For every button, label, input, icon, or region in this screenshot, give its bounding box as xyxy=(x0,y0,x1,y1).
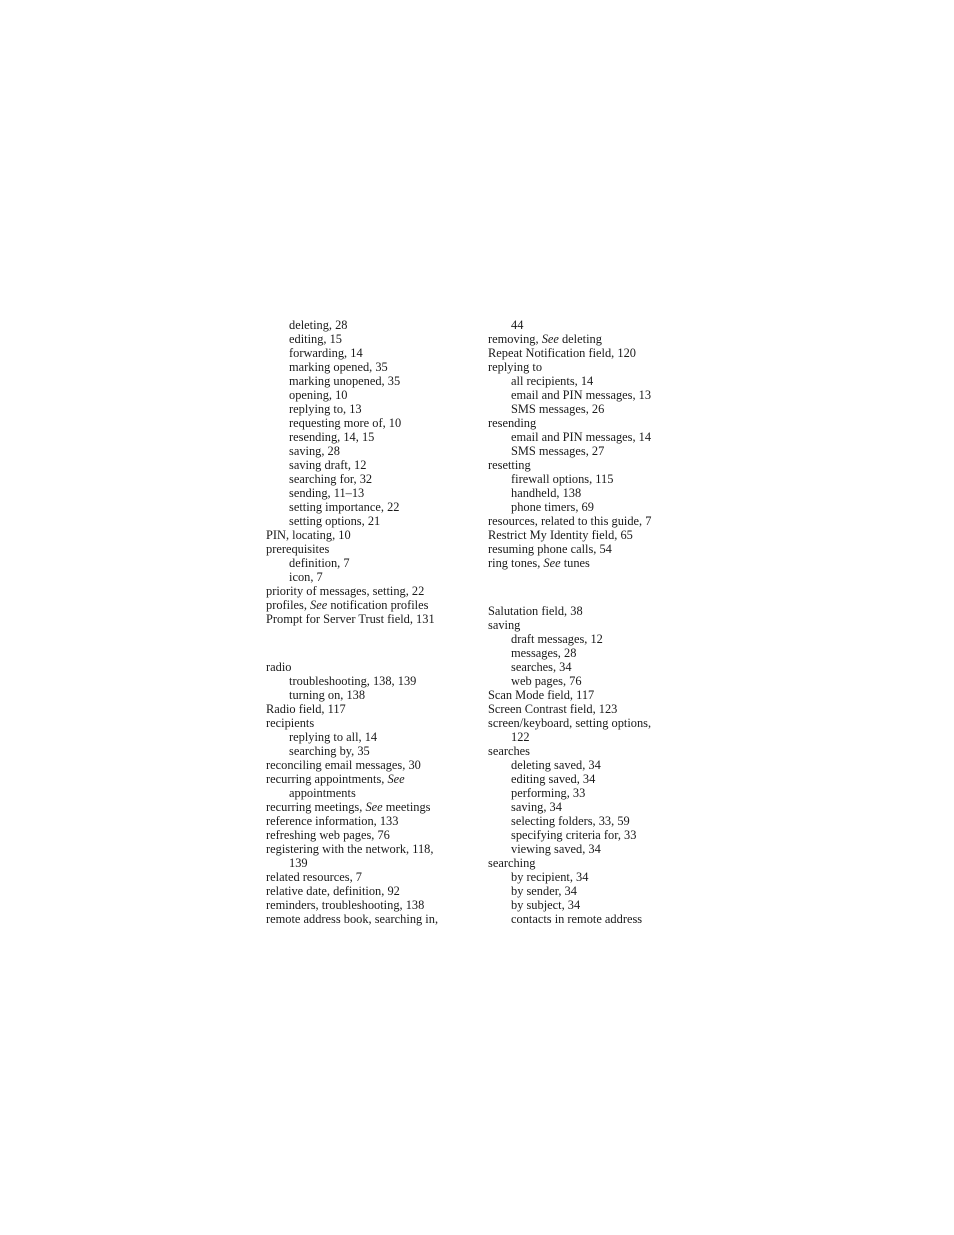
index-column-right xyxy=(488,318,688,926)
index-subentry: editing saved, 34 xyxy=(511,772,596,786)
index-entry: Screen Contrast field, 123 xyxy=(488,702,618,716)
index-subentry: saving, 34 xyxy=(511,800,562,814)
index-subentry: replying to, 13 xyxy=(289,402,362,416)
index-subentry: definition, 7 xyxy=(289,556,350,570)
index-subentry: phone timers, 69 xyxy=(511,500,594,514)
index-subentry: marking opened, 35 xyxy=(289,360,388,374)
index-entry-term: recurring meetings, xyxy=(266,800,366,814)
index-subentry: setting options, 21 xyxy=(289,514,381,528)
index-entry xyxy=(266,598,466,612)
index-entry: resending xyxy=(488,416,537,430)
index-entry xyxy=(266,772,466,786)
index-entry: saving xyxy=(488,618,521,632)
index-subentry: turning on, 138 xyxy=(289,688,366,702)
index-entry: relative date, definition, 92 xyxy=(266,884,400,898)
index-entry-term: profiles, xyxy=(266,598,311,612)
index-entry: searches xyxy=(488,744,530,758)
index-entry-term: ring tones, xyxy=(488,556,544,570)
see-reference: See xyxy=(543,556,561,570)
index-subentry: sending, 11–13 xyxy=(289,486,365,500)
index-entry: PIN, locating, 10 xyxy=(266,528,351,542)
index-entry: prerequisites xyxy=(266,542,330,556)
index-entry-continuation: 122 xyxy=(511,730,530,744)
index-subentry: saving, 28 xyxy=(289,444,340,458)
index-entry-continuation: appointments xyxy=(289,786,356,800)
index-subentry: specifying criteria for, 33 xyxy=(511,828,637,842)
index-entry-continuation: 44 xyxy=(511,318,524,332)
index-entry: resetting xyxy=(488,458,531,472)
index-subentry: by recipient, 34 xyxy=(511,870,589,884)
index-column-left xyxy=(266,318,466,926)
index-subentry: deleting, 28 xyxy=(289,318,348,332)
index-subentry: forwarding, 14 xyxy=(289,346,363,360)
index-entry: Scan Mode field, 117 xyxy=(488,688,595,702)
index-entry: Restrict My Identity field, 65 xyxy=(488,528,633,542)
index-entry: Prompt for Server Trust field, 131 xyxy=(266,612,435,626)
index-subentry: viewing saved, 34 xyxy=(511,842,601,856)
see-reference: See xyxy=(365,800,383,814)
index-entry: searching xyxy=(488,856,536,870)
index-entry: reminders, troubleshooting, 138 xyxy=(266,898,425,912)
see-target: meetings xyxy=(382,800,431,814)
see-target: notification profiles xyxy=(327,598,429,612)
see-reference: See xyxy=(541,332,559,346)
see-reference: See xyxy=(310,598,328,612)
index-entry: priority of messages, setting, 22 xyxy=(266,584,425,598)
index-subentry: editing, 15 xyxy=(289,332,342,346)
index-subentry: troubleshooting, 138, 139 xyxy=(289,674,417,688)
see-target: tunes xyxy=(560,556,590,570)
index-subentry: opening, 10 xyxy=(289,388,348,402)
index-entry xyxy=(488,556,688,570)
index-subentry: SMS messages, 27 xyxy=(511,444,605,458)
index-subentry: setting importance, 22 xyxy=(289,500,400,514)
index-subentry: email and PIN messages, 13 xyxy=(511,388,652,402)
index-entry: resources, related to this guide, 7 xyxy=(488,514,652,528)
index-subentry: performing, 33 xyxy=(511,786,586,800)
index-entry: registering with the network, 118, xyxy=(266,842,434,856)
index-subentry: resending, 14, 15 xyxy=(289,430,375,444)
index-subentry: by sender, 34 xyxy=(511,884,577,898)
index-entry xyxy=(488,332,688,346)
index-entry: recipients xyxy=(266,716,315,730)
index-entry: resuming phone calls, 54 xyxy=(488,542,612,556)
index-subentry: saving draft, 12 xyxy=(289,458,367,472)
index-entry: remote address book, searching in, xyxy=(266,912,439,926)
index-section-gap xyxy=(266,626,466,660)
index-subentry: replying to all, 14 xyxy=(289,730,378,744)
index-subentry: searching by, 35 xyxy=(289,744,370,758)
index-entry: refreshing web pages, 76 xyxy=(266,828,390,842)
index-subentry: searches, 34 xyxy=(511,660,572,674)
index-subentry: requesting more of, 10 xyxy=(289,416,402,430)
index-subentry: web pages, 76 xyxy=(511,674,582,688)
index-subentry: icon, 7 xyxy=(289,570,323,584)
index-entry: Repeat Notification field, 120 xyxy=(488,346,636,360)
see-target: deleting xyxy=(558,332,602,346)
index-entry: Salutation field, 38 xyxy=(488,604,583,618)
index-subentry: draft messages, 12 xyxy=(511,632,603,646)
index-entry: Radio field, 117 xyxy=(266,702,346,716)
index-entry-term: recurring appointments, xyxy=(266,772,388,786)
index-subentry: searching for, 32 xyxy=(289,472,373,486)
index-entry: reconciling email messages, 30 xyxy=(266,758,421,772)
index-entry: radio xyxy=(266,660,292,674)
index-subentry: marking unopened, 35 xyxy=(289,374,401,388)
index-subentry: firewall options, 115 xyxy=(511,472,614,486)
index-entry-continuation: 139 xyxy=(289,856,308,870)
index-subentry: handheld, 138 xyxy=(511,486,582,500)
see-reference: See xyxy=(387,772,405,786)
index-section-gap xyxy=(488,570,688,604)
index-subentry: selecting folders, 33, 59 xyxy=(511,814,630,828)
index-entry xyxy=(266,800,466,814)
index-entry: replying to xyxy=(488,360,543,374)
index-subentry: deleting saved, 34 xyxy=(511,758,601,772)
index-entry: screen/keyboard, setting options, xyxy=(488,716,652,730)
index-entry: related resources, 7 xyxy=(266,870,362,884)
index-subentry: by subject, 34 xyxy=(511,898,581,912)
index-subentry: email and PIN messages, 14 xyxy=(511,430,652,444)
index-subentry: messages, 28 xyxy=(511,646,577,660)
index-subentry: all recipients, 14 xyxy=(511,374,594,388)
index-entry-term: removing, xyxy=(488,332,542,346)
index-entry: reference information, 133 xyxy=(266,814,399,828)
index-subentry: contacts in remote address xyxy=(511,912,643,926)
index-subentry: SMS messages, 26 xyxy=(511,402,605,416)
